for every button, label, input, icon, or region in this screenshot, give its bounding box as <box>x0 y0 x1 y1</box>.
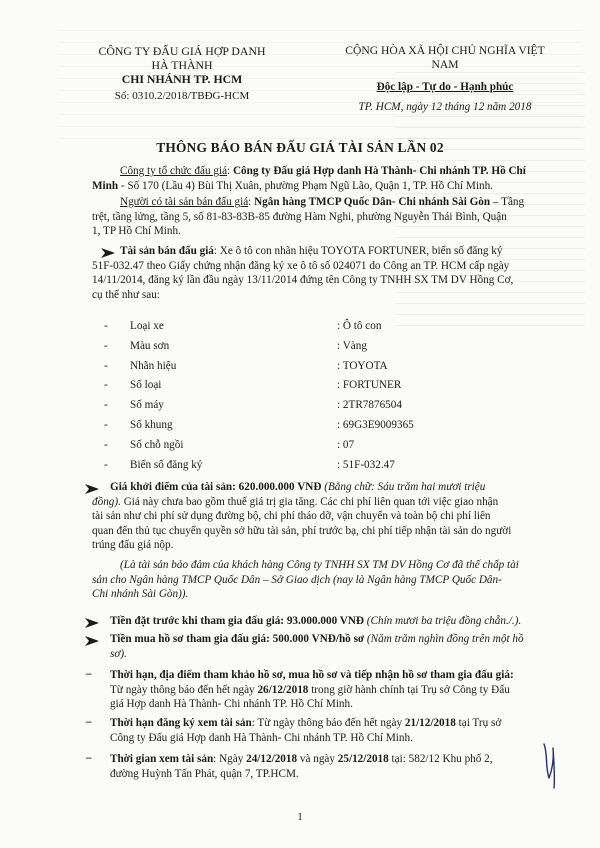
national-motto: Độc lập - Tự do - Hạnh phúc <box>376 81 514 93</box>
spec-value: : 51F-032.47 <box>337 458 395 471</box>
spec-row: - Số chỗ ngồi : 07 <box>104 438 355 451</box>
organizer-address: - Số 170 (Lầu 4) Bùi Thị Xuân, phường Phạm Ngũ Lão, Quận 1, TP. Hồ Chí Minh. <box>120 179 493 192</box>
deposit-words: (Chín mươi ba triệu đồng chẵn./.). <box>366 615 522 627</box>
owner-address: – Tầng <box>490 196 525 208</box>
dash-bullet: – <box>86 716 92 728</box>
spec-value: : Ô tô con <box>337 320 382 332</box>
document-title: THÔNG BÁO BÁN ĐẤU GIÁ TÀI SẢN LẦN 02 <box>156 140 444 155</box>
viewing-date-1: 24/12/2018 <box>246 753 298 765</box>
spec-value: : FORTUNER <box>337 379 402 392</box>
starting-price-amount: 620.000.000 VNĐ <box>238 481 322 493</box>
viewing-deadline-text: Công ty Đấu giá Hợp danh Hà Thành- Chi nhánh TP. Hồ Chí Minh. <box>110 731 413 744</box>
spec-name: Màu sơn <box>130 339 170 352</box>
issue-date: TP. HCM, ngày 12 tháng 12 năm 2018 <box>358 101 532 113</box>
collateral-note-line: Chi nhánh Sài Gòn)). <box>92 588 189 601</box>
organizer-label: Công ty tổ chức đấu giá <box>120 165 228 177</box>
dossier-fee-amount: 500.000 VNĐ/hồ sơ <box>272 633 365 645</box>
dossier-fee-words: (Năm trăm nghìn đồng trên một hồ <box>366 633 524 645</box>
viewing-date-2: 25/12/2018 <box>337 753 389 765</box>
spec-row: - Biển số đăng ký : 51F-032.47 <box>104 458 395 471</box>
viewing-time-text: đường Huỳnh Tấn Phát, quận 7, TP.HCM. <box>110 767 299 780</box>
spec-row: - Số máy : 2TR7876504 <box>104 399 402 412</box>
spec-row: - Nhãn hiệu : TOYOTA <box>104 359 388 372</box>
spec-row: - Màu sơn : Vàng <box>104 339 367 352</box>
asset-line: 14/11/2014, đăng ký lần đầu ngày 13/11/2014 đứng tên Công ty TNHH SX TM DV Hồng Cơ, <box>92 274 514 287</box>
spec-value: : Vàng <box>337 339 367 352</box>
issuer-header <box>92 44 272 103</box>
organizer-paragraph: Công ty tổ chức đấu giá: Công ty Đấu giá Hợp danh Hà Thành- Chi nhánh TP. Hồ Chí Minh - Số 170 (Lầu 4) Bùi Thị Xuân, phường Phạm Ngũ Lão, Quận 1, TP. Hồ Chí Minh. <box>92 165 526 192</box>
issuer-company-line: HÀ THÀNH <box>151 58 213 72</box>
asset-line: : Xe ô tô con nhãn hiệu TOYOTA FORTUNER, biển số đăng ký <box>213 245 503 257</box>
asset-line: 51F-032.47 theo Giấy chứng nhận đăng ký xe ô tô số 024071 do Công an TP. HCM cấp ngày <box>92 259 510 272</box>
viewing-deadline-label: Thời hạn đăng ký xem tài sản <box>110 717 252 729</box>
issuer-branch: CHI NHÁNH TP. HCM <box>121 72 243 86</box>
spec-name: Nhãn hiệu <box>130 359 177 372</box>
issuer-company-line: CÔNG TY ĐẤU GIÁ HỢP DANH <box>98 44 266 58</box>
deposit-amount: 93.000.000 VNĐ <box>286 615 364 627</box>
deposit-label: Tiền đặt trước khi tham gia đấu giá: <box>110 615 285 627</box>
owner-address: trệt, tầng lửng, tầng 5, số 81-83-83B-85 đường Hàm Nghi, phường Nguyễn Thái Bình, Quận <box>92 210 507 223</box>
asset-label: Tài sản bán đấu giá <box>120 245 214 257</box>
collateral-note-line: (Là tài sản bảo đảm của khách hàng Công ty TNHH SX TM DV Hồng Cơ đã thế chấp tài <box>120 559 519 571</box>
starting-price-words-cont: đồng). <box>92 495 121 508</box>
organizer-name: Công ty Đấu giá Hợp danh Hà Thành- Chi nhánh TP. Hồ Chí <box>232 165 526 177</box>
dossier-time-paragraph <box>92 668 550 712</box>
spec-name: Số máy <box>130 399 164 412</box>
spec-name: Loại xe <box>130 320 164 332</box>
dossier-time-text: giá Hợp danh Hà Thành- Chi nhánh TP. Hồ Chí Minh. <box>110 698 353 711</box>
spec-value: : TOYOTA <box>337 359 388 372</box>
dossier-fee-label: Tiền mua hồ sơ tham gia đấu giá: <box>110 633 270 645</box>
dossier-fee-paragraph <box>92 632 550 661</box>
vehicle-spec-list <box>104 320 434 478</box>
owner-paragraph: Người có tài sản bán đấu giá: Ngân hàng TMCP Quốc Dân- Chi nhánh Sài Gòn – Tầng trệt, tầng lửng, tầng 5, số 81-83-83B-85 đường Hàm Nghi, phường Nguyễn Thái Bình, Quận 1, TP Hồ Chí Minh. <box>92 196 525 238</box>
viewing-time-text: tại: 582/12 Khu phố 2, <box>391 753 493 765</box>
price-note: Giá này chưa bao gồm thuế giá trị gia tăng. Các chi phí liên quan tới việc giao nhận <box>123 495 499 508</box>
nation-name: CỘNG HÒA XÃ HỘI CHỦ NGHĨA VIỆT NAM <box>345 44 545 71</box>
viewing-time-text: : Ngày <box>213 753 244 765</box>
starting-price-paragraph <box>92 480 550 553</box>
spec-value: : 2TR7876504 <box>337 399 402 412</box>
collateral-note-line: sản cho Ngân hàng TMCP Quốc Dân – Sở Giao dịch (nay là Ngân hàng TMCP Quốc Dân- <box>92 573 502 586</box>
owner-label: Người có tài sản bán đấu giá <box>120 196 249 208</box>
dossier-time-text: Từ ngày thông báo đến hết ngày <box>110 683 255 696</box>
owner-name: Ngân hàng TMCP Quốc Dân- Chi nhánh Sài Gòn <box>254 196 491 208</box>
price-note: tài sản như chi phí sử dụng đường bộ, chi phí tháo dỡ, vận chuyển và toàn bộ chi phí liên <box>92 510 491 523</box>
price-note: trúng đấu giá nộp. <box>92 539 174 552</box>
starting-price-words: (Bằng chữ: Sáu trăm hai mươi triệu <box>324 481 486 493</box>
asset-line: cụ thể như sau: <box>92 288 160 301</box>
spec-row: - Loại xe : Ô tô con <box>104 320 382 332</box>
starting-price-label: Giá khởi điểm của tài sản: <box>110 481 236 493</box>
spec-name: Biển số đăng ký <box>130 458 203 471</box>
spec-row: - Số loại : FORTUNER <box>104 379 402 392</box>
dossier-time-text: trong giờ hành chính tại Trụ sở Công ty Đấu <box>311 683 510 696</box>
dossier-deadline-date: 26/12/2018 <box>257 683 309 696</box>
dash-bullet: – <box>86 752 92 764</box>
price-note: quan đến thủ tục chuyển quyền sở hữu tài sản, phí trước bạ, chi phí tiếp nhận tài sản do người <box>92 524 512 537</box>
handwritten-initial-mark <box>540 740 560 790</box>
spec-value: : 69G3E9009365 <box>337 418 414 431</box>
spec-row: - Số khung : 69G3E9009365 <box>104 418 414 431</box>
dossier-time-label: Thời hạn, địa điểm tham khảo hồ sơ, mua hồ sơ và tiếp nhận hồ sơ tham gia đấu giá: <box>110 669 514 681</box>
spec-value: : 07 <box>337 438 355 451</box>
national-header <box>333 44 557 114</box>
dossier-fee-words-cont: sơ). <box>110 647 127 660</box>
page-number: 1 <box>297 811 303 823</box>
viewing-time-text: và ngày <box>299 753 335 765</box>
organizer-name-cont: Minh <box>92 179 119 192</box>
viewing-deadline-text: : Từ ngày thông báo đến hết ngày <box>251 717 403 729</box>
viewing-deadline-text: tại Trụ sở <box>458 717 502 729</box>
owner-address: 1, TP Hồ Chí Minh. <box>92 225 181 238</box>
spec-name: Số chỗ ngồi <box>130 438 184 451</box>
asset-paragraph <box>92 244 550 302</box>
document-number: Số: 0310.2/2018/TBĐG-HCM <box>114 90 250 102</box>
viewing-time-paragraph <box>92 752 550 781</box>
viewing-deadline-paragraph <box>92 716 550 745</box>
viewing-time-label: Thời gian xem tài sản <box>110 753 214 765</box>
spec-name: Số khung <box>130 418 173 431</box>
collateral-note <box>92 558 550 602</box>
deposit-paragraph <box>92 614 550 629</box>
dash-bullet: – <box>86 668 92 680</box>
viewing-deadline-date: 21/12/2018 <box>404 717 456 729</box>
spec-name: Số loại <box>130 379 162 392</box>
